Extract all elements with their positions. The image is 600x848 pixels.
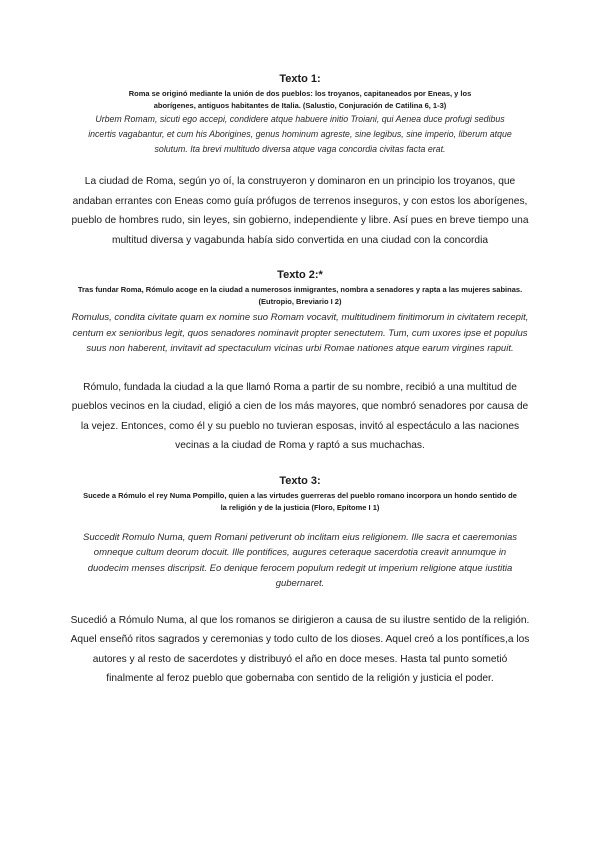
spanish-translation: Sucedió a Rómulo Numa, al que los romanos se dirigieron a causa de su ilustre sentido de la religión. Aquel enseñó ritos sagrados y ceremonias y todo culto de los dioses. Aquel creó a los pontífices,a los autores y al resto de sacerdotes y distribuyó el año en doce meses. Hasta tal punto sometió finalmente al feroz pueblo que gobernaba con sentido de la religión y justicia el poder. — [70, 614, 530, 684]
section-title: Texto 1: — [279, 73, 321, 85]
text-section-2 — [70, 268, 530, 456]
document-page — [70, 72, 530, 689]
section-summary: Tras fundar Roma, Rómulo acoge en la ciudad a numerosos inmigrantes, nombra a senadores y rapta a las mujeres sabinas. (Eutropio, Breviario I 2) — [77, 285, 523, 306]
text-section-1 — [70, 72, 530, 250]
section-summary: Roma se originó mediante la unión de dos pueblos: los troyanos, capitaneados por Eneas, y los aborígenes, antiguos habitantes de Italia. (Salustio, Conjuración de Catilina 6, 1-3) — [128, 89, 472, 110]
latin-passage: Succedit Romulo Numa, quem Romani petiverunt ob inclitam eius religionem. Ille sacra et caeremonias omneque cultum deorum docuit. Ille pontifices, augures ceteraque sacerdotia creavit annumque in duodecim menses discripsit. Eo denique ferocem populum redegit ut imperium religione atque iustitia gubernaret. — [82, 531, 518, 589]
section-summary: Sucede a Rómulo el rey Numa Pompillo, quien a las virtudes guerreras del pueblo romano incorpora un hondo sentido de la religión y de la justicia (Floro, Epítome I 1) — [83, 490, 517, 512]
spanish-translation: Rómulo, fundada la ciudad a la que llamó Roma a partir de su nombre, recibió a una multitud de pueblos vecinos en la ciudad, eligió a cien de los más mayores, que nombró senadores por causa de la vejez. Entonces, como él y su pueblo no tuvieran esposas, invitó al espectáculo a las naciones vecinas a la ciudad de Roma y raptó a sus muchachas. — [71, 381, 529, 451]
latin-passage: Urbem Romam, sicuti ego accepi, condidere atque habuere initio Troiani, qui Aenea duce profugi sedibus incertis vagabantur, et cum his Aborigines, genus hominum agreste, sine legibus, sine imperio, liberum atque solutum. Ita brevi multitudo diversa atque vaga concordia civitas facta erat. — [88, 114, 512, 154]
section-title: Texto 2:* — [277, 269, 323, 281]
text-section-3 — [70, 474, 530, 689]
section-title: Texto 3: — [279, 474, 321, 487]
latin-passage: Romulus, condita civitate quam ex nomine suo Romam vocavit, multitudinem finitimorum in civitatem recepit, centum ex senioribus legit, quos senadores nominavit propter senectutem. Tum, cum uxores ipse et populus suus non haberent, invitavit ad spectaculum vicinas urbi Romae nationes atque earum virgines rapuit. — [71, 312, 529, 354]
spanish-translation: La ciudad de Roma, según yo oí, la construyeron y dominaron en un principio los troyanos, que andaban errantes con Eneas como guía prófugos de terrenos inseguros, y con estos los aborígenes, pueblo de hombres rudo, sin leyes, sin gobierno, independiente y libre. Así pues en breve tiempo una multitud diversa y vagabunda había sido convertida en una ciudad con la concordia — [71, 176, 529, 246]
